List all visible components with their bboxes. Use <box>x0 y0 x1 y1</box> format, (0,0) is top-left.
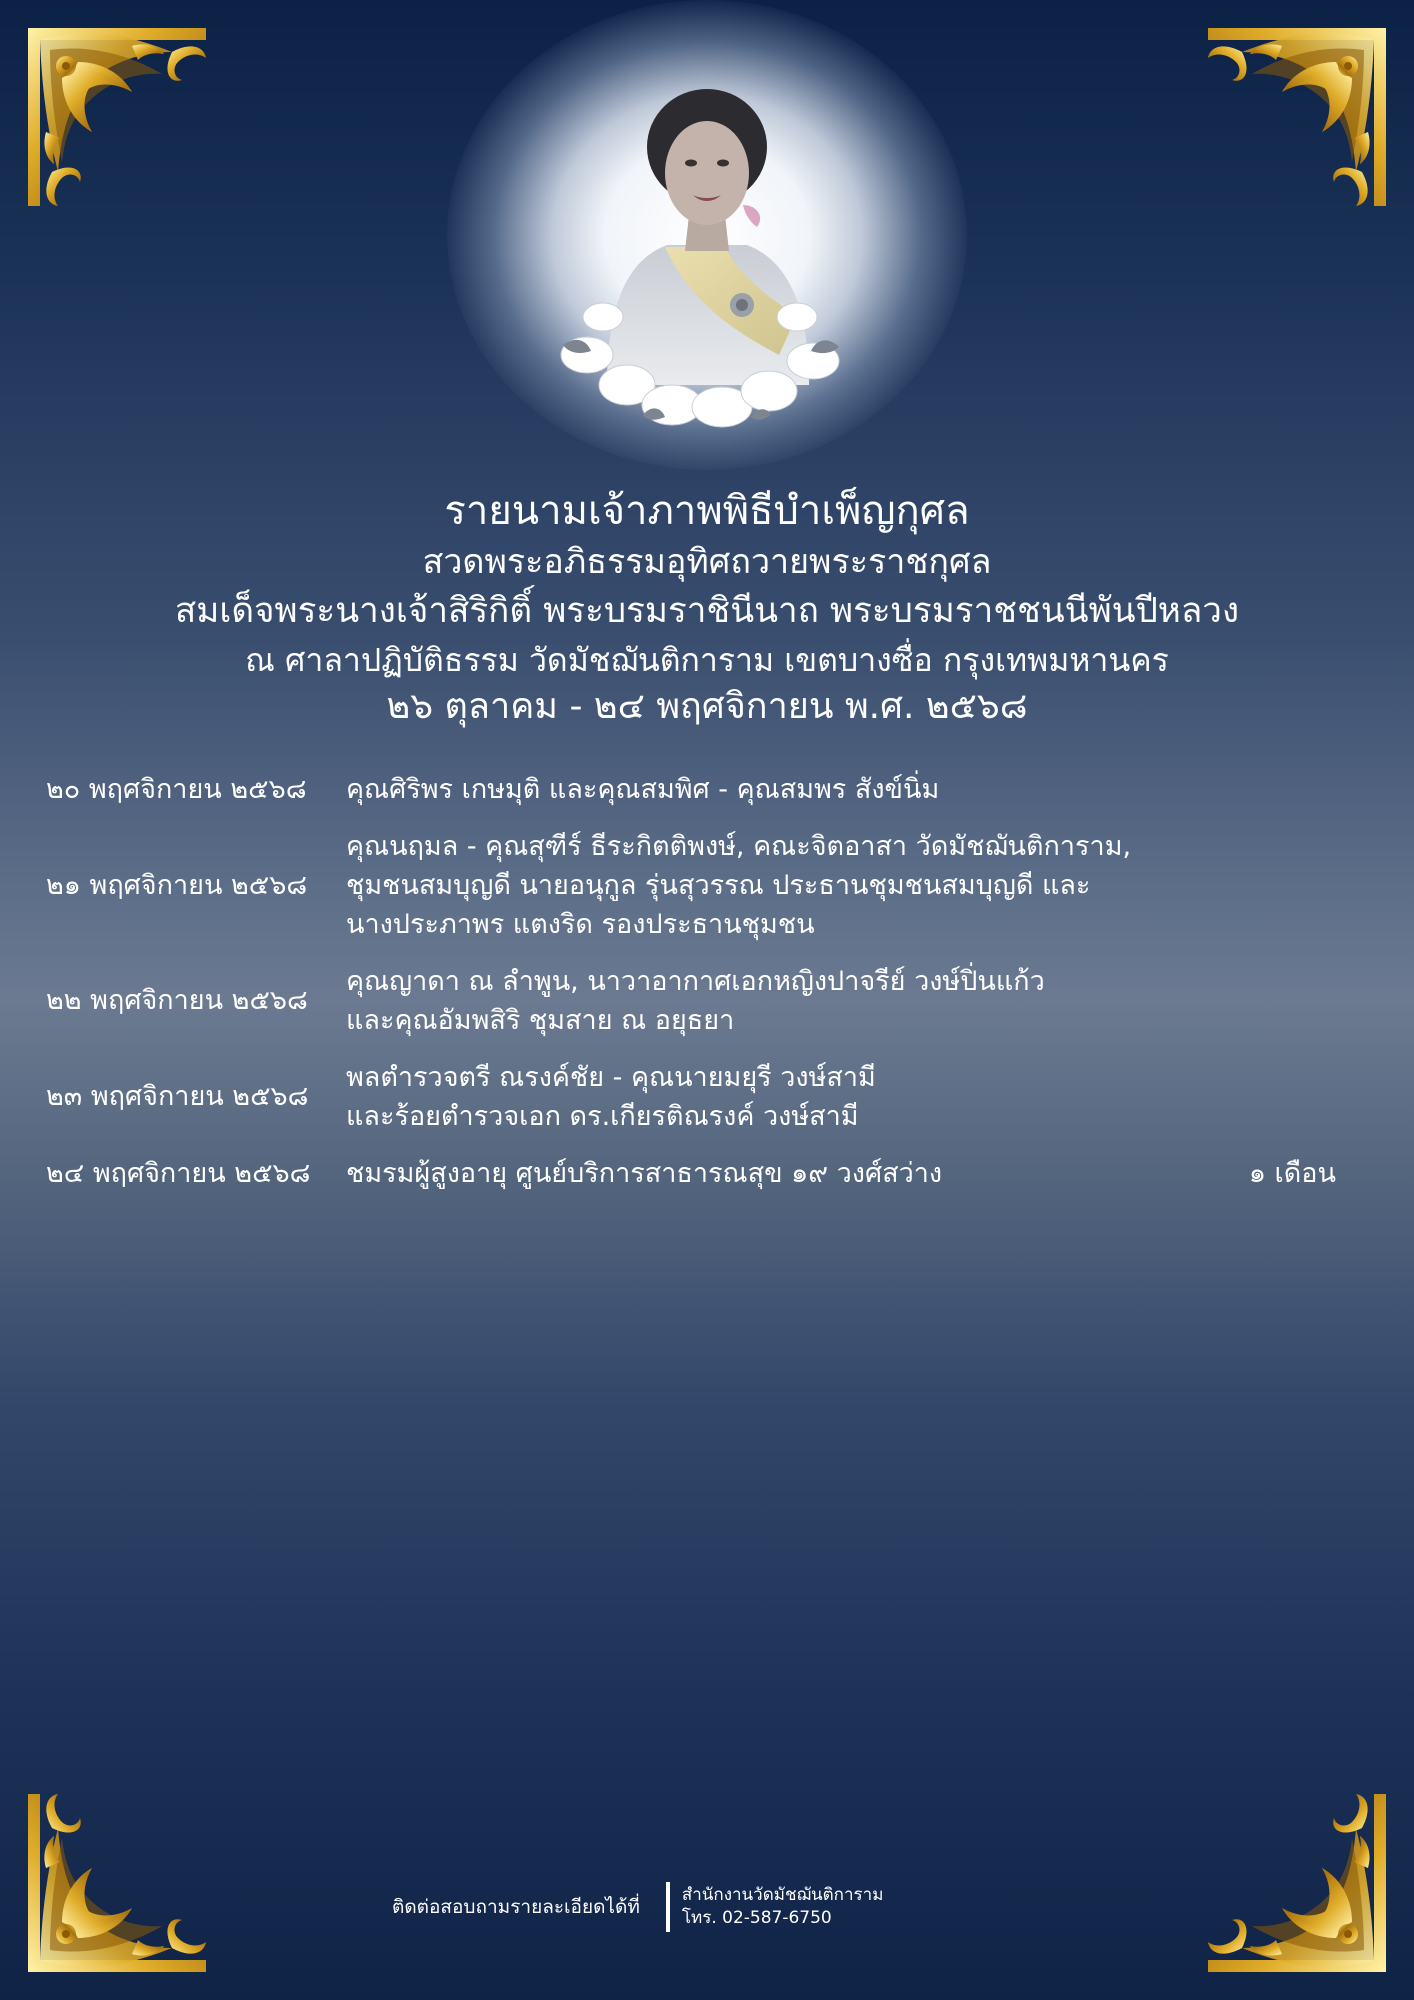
host-line: คุณญาดา ณ ลำพูน, นาวาอากาศเอกหญิงปาจรีย์ วงษ์ปิ่นแก้ว <box>346 966 1045 997</box>
schedule-row <box>46 1154 1336 1193</box>
host-line: นางประภาพร แตงริด รองประธานชุมชน <box>346 909 815 940</box>
footer-divider <box>666 1882 670 1932</box>
corner-ornament-top-right <box>1202 22 1392 212</box>
host-line: และร้อยตำรวจเอก ดร.เกียรติณรงค์ วงษ์สามี <box>346 1101 859 1132</box>
schedule-date: ๒๒ พฤศจิกายน ๒๕๖๘ <box>46 985 308 1016</box>
contact-footer <box>392 1882 883 1932</box>
host-line: คุณนฤมล - คุณสุฑีร์ ธีระกิตติพงษ์, คณะจิตอาสา วัดมัชฌันติการาม, <box>346 831 1132 862</box>
schedule-row <box>46 1058 1336 1136</box>
title-block <box>0 483 1414 731</box>
schedule-date: ๒๐ พฤศจิกายน ๒๕๖๘ <box>46 773 307 805</box>
schedule-row <box>46 770 1336 809</box>
host-line: และคุณอัมพสิริ ชุมสาย ณ อยุธยา <box>346 1005 735 1036</box>
portrait-image <box>547 55 867 435</box>
royal-name: สมเด็จพระนางเจ้าสิริกิติ์ พระบรมราชินีนาถ พระบรมราชชนนีพันปีหลวง <box>174 591 1240 631</box>
contact-label: ติดต่อสอบถามรายละเอียดได้ที่ <box>392 1896 640 1918</box>
schedule-row <box>46 827 1336 944</box>
schedule-date: ๒๔ พฤศจิกายน ๒๕๖๘ <box>46 1157 311 1189</box>
schedule-duration: ๑ เดือน <box>1248 1157 1336 1189</box>
host-line: คุณศิริพร เกษมุติ และคุณสมพิศ - คุณสมพร สังข์นิ่ม <box>346 774 940 805</box>
host-line: ชมรมผู้สูงอายุ ศูนย์บริการสาธารณสุข ๑๙ วงศ์สว่าง <box>346 1158 943 1189</box>
schedule-row <box>46 962 1336 1040</box>
host-line: พลตำรวจตรี ณรงค์ชัย - คุณนายมยุรี วงษ์สามี <box>346 1062 876 1093</box>
schedule-hosts <box>346 770 1336 809</box>
schedule-date: ๒๑ พฤศจิกายน ๒๕๖๘ <box>46 869 308 901</box>
contact-info <box>682 1884 884 1930</box>
phone-number: โทร. 02-587-6750 <box>681 1908 832 1928</box>
corner-ornament-bottom-left <box>22 1788 212 1978</box>
host-line: ชุมชนสมบุญดี นายอนุกูล รุ่นสุวรรณ ประธานชุมชนสมบุญดี และ <box>346 870 1091 901</box>
schedule-hosts <box>346 1154 1236 1193</box>
portrait <box>407 0 1007 470</box>
schedule-hosts <box>346 827 1336 944</box>
schedule-date: ๒๓ พฤศจิกายน ๒๕๖๘ <box>46 1081 309 1112</box>
schedule-hosts <box>346 962 1336 1040</box>
ceremony-title: รายนามเจ้าภาพพิธีบำเพ็ญกุศล <box>444 488 970 534</box>
corner-ornament-top-left <box>22 22 212 212</box>
date-range: ๒๖ ตุลาคม - ๒๔ พฤศจิกายน พ.ศ. ๒๕๖๘ <box>386 686 1028 727</box>
office-name: สำนักงานวัดมัชฌันติการาม <box>681 1885 884 1905</box>
ceremony-subtitle: สวดพระอภิธรรมอุทิศถวายพระราชกุศล <box>422 542 992 582</box>
schedule-hosts <box>346 1058 1336 1136</box>
corner-ornament-bottom-right <box>1202 1788 1392 1978</box>
venue: ณ ศาลาปฏิบัติธรรม วัดมัชฌันติการาม เขตบางซื่อ กรุงเทพมหานคร <box>245 641 1169 679</box>
host-schedule <box>46 770 1336 1211</box>
